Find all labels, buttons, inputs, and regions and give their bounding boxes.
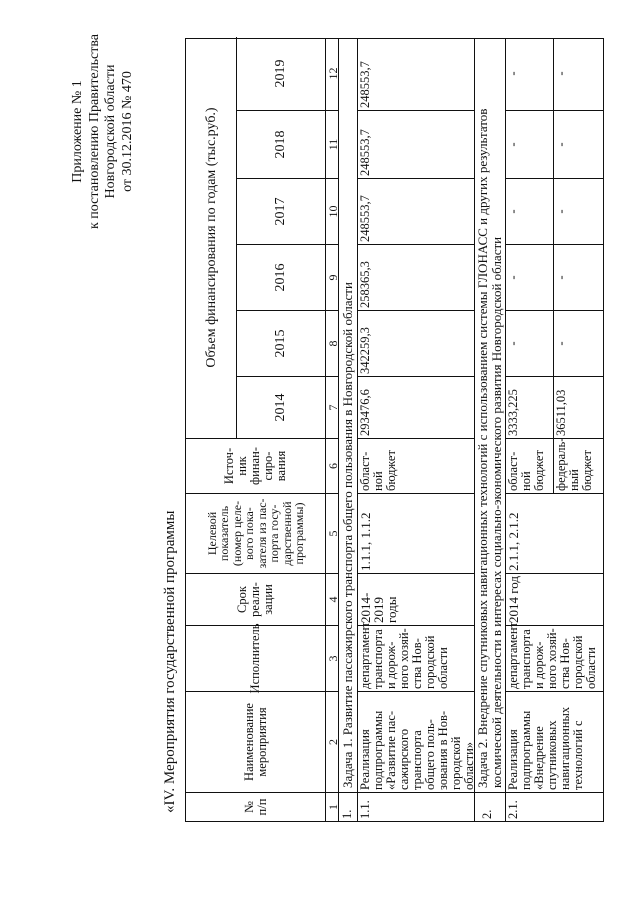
row-1-1-name: Реализация подпрограммы «Развитие пас-сажирского транспорта общего поль-зования в Нов-городской области» [358,691,474,792]
task-1-num: 1. [339,792,357,821]
header-year-2019: 2019 [273,59,288,88]
header-indicator: Целевой показатель (номер целе-вого пока-зателя из пас-порта госу-дарственной программы) [186,493,325,573]
colnum-12: 12 [326,67,340,80]
header-year-2017: 2017 [236,178,325,244]
row-1-1-val-2019: 248553,7 [358,61,372,108]
row-2-1-num: 2.1. [506,792,603,821]
task-2-num: 2. [475,792,505,821]
row-1-1-indicator: 1.1.1, 1.1.2 [358,493,474,573]
header-year-2016: 2016 [236,244,325,310]
colnum-7: 7 [326,376,338,438]
row-2-1-name: Реализация подпрограммы «Внедрение спутниковых навигационных технологий с [506,691,603,792]
task-1-row [338,39,357,821]
row-2-1-executor: департамент транспорта и дорож-ного хозяй-ства Нов-городской области [506,625,603,691]
colnum-3: 3 [326,625,338,691]
row-1-1-num: 1.1. [358,792,474,821]
table-header-row [186,39,325,821]
row-2-1-sub-regional-val-2015: - [506,310,553,376]
row-2-1-sub-regional-val-2018: - [506,110,553,178]
appendix-line-1: Приложение № 1 [70,80,85,183]
colnum-8: 8 [326,310,338,376]
task-2-text: Задача 2. Внедрение спутниковых навигационных технологий с использованием системы ГЛОНАСС и других результатов космической деятельности в интересах социально-экономического развития Новгородской области [475,108,504,788]
row-2-1-sub-regional-val-2016: - [506,244,553,310]
section-title: «IV. Мероприятия государственной программы [162,510,178,813]
row-2-1-sub-regional-source: област-ной бюджет [506,438,553,493]
header-name: Наименование мероприятия [186,691,325,792]
header-term: Срок реали-зации [186,573,325,625]
task-1-text: Задача 1. Развитие пассажирского транспорта общего пользования в Новгородской области [340,282,355,788]
task-2-row [474,39,505,821]
row-1-1-val-2018: 248553,7 [358,110,474,178]
row-2-1-sub-regional-val-2017: - [506,178,553,244]
colnum-4: 4 [326,573,338,625]
row-1-1-source: област-ной бюджет [358,438,474,493]
row-2-1-sub-federal-val-2015: - [554,310,603,376]
row-2-1-sub-federal-val-2018: - [554,110,603,178]
colnum-1: 1 [326,792,338,821]
row-1-1-executor: департамент транспорта и дорож-ного хозяй-ства Нов-городской области [358,625,474,691]
row-1-1-val-2017: 248553,7 [358,178,474,244]
header-source: Источ-ник финан-сиро-вания [186,438,325,493]
appendix-line-2: к постановлению Правительства [86,34,102,230]
appendix-block [70,34,136,229]
row-1-1 [357,39,474,821]
row-2-1 [505,39,603,821]
column-number-row [325,39,338,821]
colnum-5: 5 [326,493,338,573]
row-2-1-sub-regional-val-2019: - [506,71,520,76]
row-2-1-sub-federal-val-2016: - [554,244,603,310]
header-year-2018: 2018 [236,110,325,178]
row-1-1-term: 2014-2019 годы [358,573,474,625]
header-year-2015: 2015 [236,310,325,376]
row-1-1-val-2016: 258365,3 [358,244,474,310]
row-2-1-indicator: 2.1.1, 2.1.2 [506,493,603,573]
header-funding-title: Объем финансирования по годам (тыс.руб.) [186,37,237,438]
appendix-line-4: от 30.12.2016 № 470 [119,71,135,192]
row-2-1-sub-federal-val-2014: 36511,03 [554,376,603,438]
colnum-9: 9 [326,244,338,310]
colnum-2: 2 [326,691,338,792]
row-1-1-val-2014: 293476,6 [358,376,474,438]
colnum-10: 10 [326,178,338,244]
colnum-6: 6 [326,438,338,493]
row-2-1-sub-federal-val-2017: - [554,178,603,244]
header-num: № п/п [186,792,325,821]
colnum-11: 11 [326,110,338,178]
appendix-line-3: Новгородской области [103,64,118,199]
row-1-1-val-2015: 342259,3 [358,310,474,376]
row-2-1-sub-federal-val-2019: - [554,71,568,76]
row-2-1-sub-regional [506,39,553,493]
row-2-1-sub-federal-source: федераль-ный бюджет [554,438,603,493]
header-funding [186,37,325,438]
measures-table [185,38,604,822]
row-2-1-term: 2014 год [506,573,603,625]
header-executor: Исполнитель [186,625,325,691]
header-year-2014: 2014 [236,376,325,438]
row-2-1-sub-federal [553,39,603,493]
row-2-1-sub-regional-val-2014: 3333,225 [506,376,553,438]
